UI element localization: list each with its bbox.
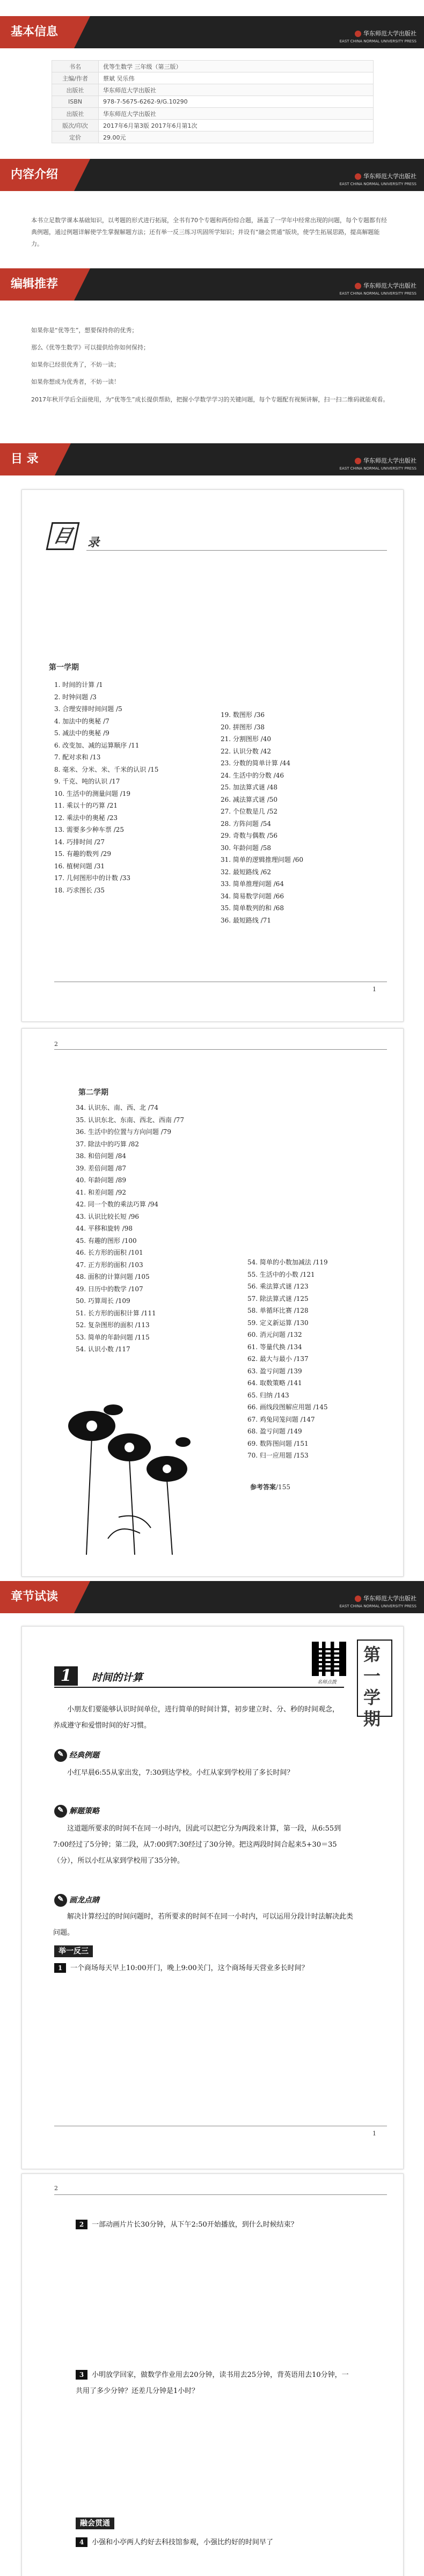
publisher-logo: 华东师范大学出版社 EAST CHINA NORMAL UNIVERSITY PRESS bbox=[339, 173, 416, 186]
toc-entry[interactable]: 38. 和倍问题 /84 bbox=[76, 1152, 127, 1160]
section-header-basic-info bbox=[0, 16, 424, 48]
question-4: 4 小强和小亭两人约好去科技馆参观，小强比约好的时间早了 bbox=[76, 2535, 365, 2551]
toc-entry[interactable]: 25. 加法算式谜 /48 bbox=[221, 784, 278, 791]
question-2: 2 一部动画片片长30分钟，从下午2:50开始播放，到什么时候结束？ bbox=[76, 2217, 355, 2233]
toc-entry[interactable]: 12. 乘法中的奥秘 /23 bbox=[54, 814, 118, 822]
chapter-page-1 bbox=[21, 1626, 404, 2169]
divider bbox=[54, 1049, 387, 1050]
toc-entry[interactable]: 50. 巧算周长 /109 bbox=[76, 1297, 130, 1305]
toc-entry[interactable]: 39. 差倍问题 /87 bbox=[76, 1164, 127, 1172]
toc-entry[interactable]: 31. 简单的逻辑推理问题 /60 bbox=[221, 856, 304, 863]
page-number: 1 bbox=[372, 986, 376, 993]
toc-term1-right-list bbox=[221, 709, 303, 926]
toc-entry[interactable]: 16. 植树问题 /31 bbox=[54, 862, 105, 870]
page-number: 2 bbox=[54, 2185, 58, 2192]
toc-entry[interactable]: 43. 认识比较长短 /96 bbox=[76, 1212, 140, 1220]
toc-entry[interactable]: 54. 简单的小数加减法 /119 bbox=[247, 1258, 328, 1266]
section-title: 章节试读 bbox=[0, 1581, 74, 1613]
toc-title: 目 录 bbox=[49, 522, 99, 550]
toc-entry[interactable]: 20. 拼图形 /38 bbox=[221, 723, 265, 731]
toc-entry[interactable]: 52. 复杂图形的面积 /113 bbox=[76, 1321, 150, 1329]
publisher-logo: 华东师范大学出版社 EAST CHINA NORMAL UNIVERSITY PRESS bbox=[339, 457, 416, 471]
example-text: 小红早晨6:55从家出发，7:30到达学校。小红从家到学校用了多长时间？ bbox=[67, 1769, 294, 1777]
badge-example: ✎经典例题 bbox=[54, 1749, 99, 1761]
table-row: 出版社 华东师范大学出版社 bbox=[52, 108, 374, 120]
toc-entry[interactable]: 34. 认识东、南、西、北 /74 bbox=[76, 1104, 159, 1111]
chapter-page-2 bbox=[21, 2174, 404, 2576]
toc-entry[interactable]: 69. 数阵图问题 /151 bbox=[247, 1439, 309, 1447]
toc-entry[interactable]: 17. 几何图形中的计数 /33 bbox=[54, 874, 131, 882]
toc-entry[interactable]: 5. 减法中的奥秘 /9 bbox=[54, 729, 109, 737]
toc-term-1: 第一学期 bbox=[49, 663, 79, 672]
toc-entry[interactable]: 47. 正方形的面积 /103 bbox=[76, 1261, 143, 1269]
recommend-text: 如果你是“优等生”，想要保持你的优秀； 那么《优等生数学》可以提供给你如何保持； 如果你已经很优秀了，不妨一读； 如果你想成为优秀者，不妨一读！ 2017年秋开学后全面使用，为“优等生”成长提供帮助，把握小学数学学习的关键问题，每个专题配有视频讲解，扫一扫二维码就能观看。 bbox=[31, 327, 389, 403]
table-row: 出版社 华东师范大学出版社 bbox=[52, 84, 374, 96]
toc-entry[interactable]: 55. 生活中的小数 /121 bbox=[247, 1270, 315, 1278]
lesson-number: 1 bbox=[54, 1666, 78, 1686]
toc-entry[interactable]: 37. 除法中的巧算 /82 bbox=[76, 1140, 140, 1148]
star-icon bbox=[54, 1894, 67, 1907]
toc-entry[interactable]: 54. 认识小数 /117 bbox=[76, 1345, 130, 1353]
toc-entry[interactable]: 4. 加法中的奥秘 /7 bbox=[54, 717, 109, 725]
toc-entry[interactable]: 30. 年龄问题 /58 bbox=[221, 844, 272, 852]
toc-entry[interactable]: 58. 单循环比赛 /128 bbox=[247, 1307, 309, 1314]
table-row: 主编/作者 蔡斌 吴乐伟 bbox=[52, 72, 374, 84]
toc-entry[interactable]: 36. 最短路线 /71 bbox=[221, 916, 272, 924]
section-title: 目 录 bbox=[0, 443, 55, 475]
toc-page-2 bbox=[21, 1028, 404, 1577]
term-badge: 第一学期 bbox=[357, 1640, 392, 1717]
toc-entry[interactable]: 10. 生活中的测量问题 /19 bbox=[54, 789, 131, 797]
section-header-summary bbox=[0, 159, 424, 191]
publisher-seal-icon bbox=[355, 283, 361, 289]
toc-page-1 bbox=[21, 489, 404, 1022]
question-1: 1 一个商场每天早上10:00开门，晚上9:00关门，这个商场每天营业多长时间？ bbox=[54, 1960, 344, 1977]
toc-term1-left-list bbox=[54, 679, 158, 896]
toc-entry[interactable]: 24. 生活中的分数 /46 bbox=[221, 771, 284, 779]
publisher-logo: 华东师范大学出版社 EAST CHINA NORMAL UNIVERSITY PRESS bbox=[339, 1595, 416, 1608]
toc-entry[interactable]: 27. 个位数是几 /52 bbox=[221, 808, 278, 815]
lesson-title: 时间的计算 bbox=[92, 1672, 143, 1684]
table-row: 书名 优等生数学 三年级（第三版） bbox=[52, 61, 374, 72]
toc-entry[interactable]: 53. 简单的年龄问题 /115 bbox=[76, 1333, 150, 1341]
toc-entry[interactable]: 51. 长方形的面积计算 /111 bbox=[76, 1309, 156, 1317]
toc-entry[interactable]: 9. 千克、吨的认识 /17 bbox=[54, 778, 120, 785]
toc-entry[interactable]: 40. 年龄问题 /89 bbox=[76, 1176, 127, 1184]
toc-entry[interactable]: 64. 取数策略 /141 bbox=[247, 1379, 302, 1387]
toc-entry[interactable]: 49. 日历中的数学 /107 bbox=[76, 1285, 143, 1293]
toc-term2-right-list bbox=[247, 1256, 328, 1462]
pencil-icon bbox=[54, 1749, 67, 1762]
badge-comprehensive: 融会贯通 bbox=[76, 2518, 114, 2529]
toc-entry[interactable]: 26. 减法算式谜 /50 bbox=[221, 795, 278, 803]
toc-entry[interactable]: 66. 画线段图解应用题 /145 bbox=[247, 1403, 328, 1411]
divider bbox=[54, 2194, 387, 2195]
toc-entry[interactable]: 18. 巧求图长 /35 bbox=[54, 886, 105, 894]
toc-entry[interactable]: 28. 方阵问题 /54 bbox=[221, 819, 272, 828]
toc-entry[interactable]: 7. 配对求和 /13 bbox=[54, 753, 101, 761]
toc-entry[interactable]: 29. 奇数与偶数 /56 bbox=[221, 832, 278, 839]
basic-info-table bbox=[52, 60, 374, 143]
page-number: 2 bbox=[54, 1041, 58, 1048]
toc-entry[interactable]: 34. 简易数学问题 /66 bbox=[221, 892, 284, 900]
badge-hint: ✎画龙点睛 bbox=[54, 1894, 99, 1906]
toc-entry[interactable]: 44. 平移和旋转 /98 bbox=[76, 1225, 133, 1232]
toc-entry[interactable]: 42. 同一个数的乘法巧算 /94 bbox=[76, 1201, 159, 1208]
publisher-seal-icon bbox=[355, 458, 361, 464]
section-header-recommend bbox=[0, 268, 424, 301]
hint-text: 解决计算经过的时间问题时，若所要求的时间不在同一小时内，可以运用分段计时法解决此类问题。 bbox=[53, 1913, 354, 1937]
toc-entry[interactable]: 60. 消元问题 /132 bbox=[247, 1331, 302, 1338]
table-row: 版次/印次 2017年6月第3版 2017年6月第1次 bbox=[52, 120, 374, 131]
section-title: 编辑推荐 bbox=[0, 268, 74, 301]
toc-entry[interactable]: 70. 归一应用题 /153 bbox=[247, 1452, 309, 1459]
summary-text: 本书立足数学课本基础知识，以考题的形式进行拓展，全书有70个专题和两份综合题，涵盖了一学年中经常出现的问题，每个专题都有经典例题，通过例题详解使学生掌握解题方法；还有举一反三练习巩固所学知识；并设有“融会贯通”版块，使学生拓展思路，提高解题能力。 bbox=[31, 217, 387, 247]
intro-text: 小朋友们要能够认识时间单位，进行简单的时间计算，初步建立时、分、秒的时间观念，养成遵守和爱惜时间的好习惯。 bbox=[53, 1706, 340, 1730]
strategy-text: 这道题所要求的时间不在同一小时内，因此可以把它分为两段来计算，第一段，从6:55到7:00经过了5分钟；第二段，从7:00到7:30经过了30分钟。把这两段时间合起来5+30＝35（分），所以小红从家到学校用了35分钟。 bbox=[53, 1825, 341, 1865]
qr-caption: 名师点拨 bbox=[317, 1680, 337, 1685]
page-number: 1 bbox=[372, 2130, 376, 2137]
toc-term-2: 第二学期 bbox=[78, 1088, 108, 1097]
toc-entry[interactable]: 23. 分数的简单计算 /44 bbox=[221, 759, 291, 767]
section-header-chapter bbox=[0, 1581, 424, 1613]
publisher-logo: 华东师范大学出版社 EAST CHINA NORMAL UNIVERSITY PRESS bbox=[339, 282, 416, 296]
toc-entry[interactable]: 59. 定义新运算 /130 bbox=[247, 1319, 309, 1327]
toc-entry[interactable]: 63. 盈亏问题 /139 bbox=[247, 1367, 302, 1375]
lightbulb-icon bbox=[54, 1805, 67, 1818]
toc-entry[interactable]: 33. 简单推理问题 /64 bbox=[221, 880, 284, 888]
toc-term2-left-list bbox=[76, 1102, 184, 1356]
qr-code-icon[interactable] bbox=[312, 1642, 346, 1676]
toc-entry[interactable]: 11. 乘以十的巧算 /21 bbox=[54, 802, 118, 809]
toc-entry[interactable]: 67. 鸡兔同笼问题 /147 bbox=[247, 1415, 315, 1423]
toc-entry[interactable]: 22. 认识分数 /42 bbox=[221, 747, 272, 755]
toc-entry[interactable]: 46. 长方形的面积 /101 bbox=[76, 1249, 143, 1256]
toc-entry[interactable]: 36. 生活中的位置与方向问题 /79 bbox=[76, 1128, 172, 1136]
toc-entry[interactable]: 14. 巧排时间 /27 bbox=[54, 838, 105, 846]
badge-strategy: ✎解题策略 bbox=[54, 1805, 99, 1817]
toc-entry[interactable]: 62. 最大与最小 /137 bbox=[247, 1355, 309, 1363]
toc-entry[interactable]: 61. 等量代换 /134 bbox=[247, 1343, 302, 1351]
toc-entry[interactable]: 35. 认识东北、东南、西北、西南 /77 bbox=[76, 1116, 185, 1124]
divider bbox=[54, 1687, 344, 1688]
table-row: 定价 29.00元 bbox=[52, 131, 374, 143]
toc-entry[interactable]: 1. 时间的计算 /1 bbox=[54, 681, 103, 689]
section-title: 内容介绍 bbox=[0, 159, 74, 191]
section-header-toc bbox=[0, 443, 424, 475]
toc-entry[interactable]: 35. 简单数列的和 /68 bbox=[221, 904, 284, 912]
toc-answer-entry: 参考答案/155 bbox=[250, 1483, 290, 1491]
publisher-seal-icon bbox=[355, 31, 361, 37]
toc-entry[interactable]: 65. 归纳 /143 bbox=[247, 1391, 289, 1399]
toc-entry[interactable]: 6. 改变加、减的运算顺序 /11 bbox=[54, 741, 140, 749]
toc-entry[interactable]: 3. 合理安排时间问题 /5 bbox=[54, 705, 122, 713]
table-row: ISBN 978-7-5675-6262-9/G.10290 bbox=[52, 96, 374, 108]
toc-entry[interactable]: 15. 有趣的数列 /29 bbox=[54, 850, 112, 858]
toc-entry[interactable]: 57. 除法算式谜 /125 bbox=[247, 1294, 309, 1302]
toc-entry[interactable]: 56. 乘法算式谜 /123 bbox=[247, 1283, 309, 1290]
toc-entry[interactable]: 32. 最短路线 /62 bbox=[221, 868, 272, 876]
section-title: 基本信息 bbox=[0, 16, 74, 48]
toc-entry[interactable]: 8. 毫米、分米、米、千米的认识 /15 bbox=[54, 765, 159, 773]
toc-entry[interactable]: 21. 分割图形 /40 bbox=[221, 735, 272, 743]
publisher-seal-icon bbox=[355, 1596, 361, 1602]
flower-illustration bbox=[54, 1378, 204, 1555]
divider bbox=[86, 550, 387, 551]
question-3: 3 小明放学回家，做数学作业用去20分钟，读书用去25分钟，背英语用去10分钟，一共用了多少分钟？还差几分钟是1小时？ bbox=[76, 2371, 349, 2395]
badge-practice: 举一反三 bbox=[54, 1945, 93, 1957]
toc-entry[interactable]: 68. 盈亏问题 /149 bbox=[247, 1428, 302, 1435]
toc-entry[interactable]: 45. 有趣的图形 /100 bbox=[76, 1236, 137, 1245]
toc-entry[interactable]: 19. 数图形 /36 bbox=[221, 711, 265, 719]
toc-entry[interactable]: 13. 需要多少种车票 /25 bbox=[54, 826, 125, 833]
publisher-seal-icon bbox=[355, 173, 361, 180]
toc-entry[interactable]: 48. 面积的计算问题 /105 bbox=[76, 1273, 150, 1280]
toc-entry[interactable]: 41. 和差问题 /92 bbox=[76, 1188, 127, 1196]
publisher-logo: 华东师范大学出版社 EAST CHINA NORMAL UNIVERSITY PRESS bbox=[339, 30, 416, 43]
toc-entry[interactable]: 2. 时钟问题 /3 bbox=[54, 693, 97, 701]
